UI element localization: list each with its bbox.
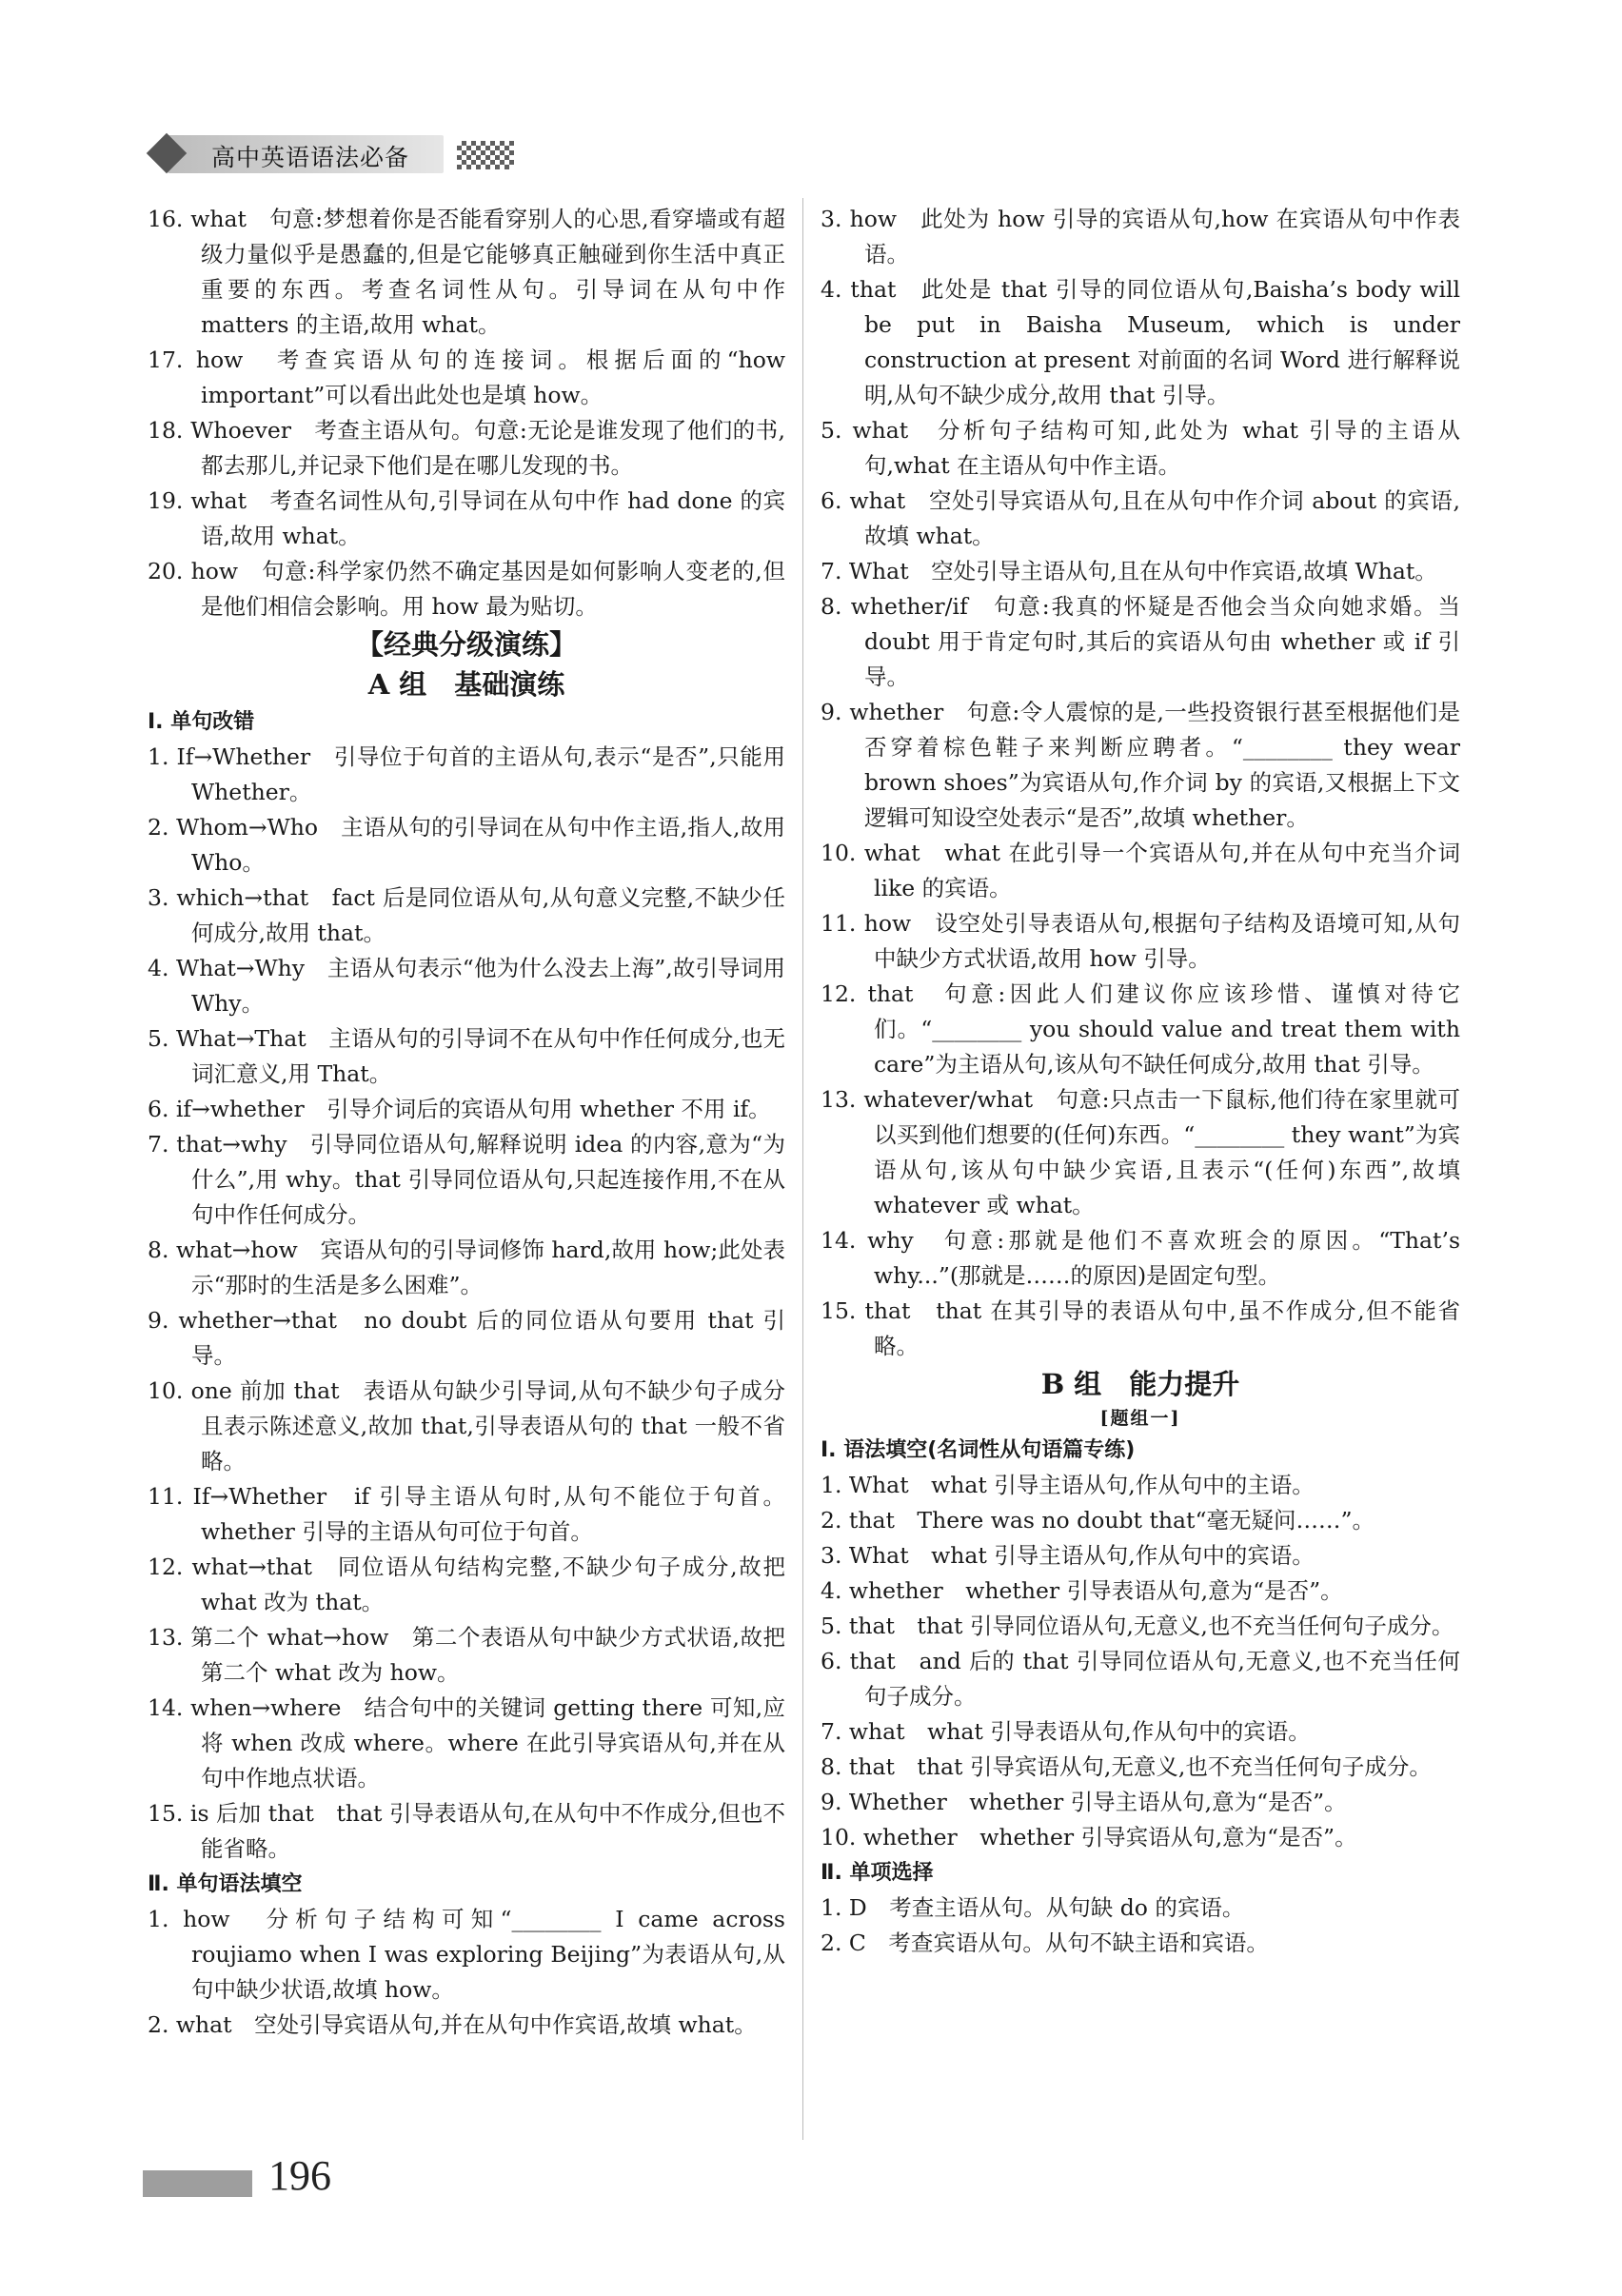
footer-bar	[143, 2170, 252, 2197]
page-number: 196	[268, 2152, 331, 2199]
answer-item: 3. which→that fact 后是同位语从句,从句意义完整,不缺少任何成分,故用 that。	[148, 884, 785, 946]
answer-item: 15. that that 在其引导的表语从句中,虽不作成分,但不能省略。	[821, 1297, 1460, 1359]
answer-item: 10. one 前加 that 表语从句缺少引导词,从句不缺少句子成分且表示陈述意义,故加 that,引导表语从句的 that 一般不省略。	[148, 1377, 785, 1475]
answer-item: 13. whatever/what 句意:只点击一下鼠标,他们待在家里就可以买到他们想要的(任何)东西。“________ they want”为宾语从句,该从句中缺少宾语,且表示“(任何)东西”,故填 whatever 或 what。	[821, 1086, 1460, 1218]
answer-item: 1. D 考查主语从句。从句缺 do 的宾语。	[821, 1894, 1245, 1921]
answer-item: 2. that There was no doubt that“毫无疑问……”。	[821, 1507, 1375, 1534]
answer-item: 6. what 空处引导宾语从句,且在从句中作介词 about 的宾语,故填 what。	[821, 487, 1460, 549]
answer-item: 8. whether/if 句意:我真的怀疑是否他会当众向她求婚。当 doubt 用于肯定句时,其后的宾语从句由 whether 或 if 引导。	[821, 593, 1460, 690]
column-divider	[802, 198, 803, 2140]
answer-item: 3. how 此处为 how 引导的宾语从句,how 在宾语从句中作表语。	[821, 206, 1460, 267]
right-column	[821, 202, 1460, 1961]
answer-item: 12. that 句意:因此人们建议你应该珍惜、谨慎对待它们。“________ you should value and treat them with care”为主语从句,该从句不缺任何成分,故用 that 引导。	[821, 980, 1460, 1078]
section-heading-grammar-fill: Ⅱ. 单句语法填空	[148, 1872, 303, 1896]
answer-item: 5. what 分析句子结构可知,此处为 what 引导的主语从句,what 在主语从句中作主语。	[821, 417, 1460, 479]
section-heading-error-correction: Ⅰ. 单句改错	[148, 710, 255, 734]
answer-item: 2. what 空处引导宾语从句,并在从句中作宾语,故填 what。	[148, 2011, 757, 2038]
section-heading-passage-fill: Ⅰ. 语法填空(名词性从句语篇专练)	[821, 1438, 1136, 1462]
answer-item: 11. If→Whether if 引导主语从句时,从句不能位于句首。whether 引导的主语从句可位于句首。	[148, 1483, 785, 1545]
answer-item: 20. how 句意:科学家仍然不确定基因是如何影响人变老的,但是他们相信会影响。用 how 最为贴切。	[148, 558, 785, 620]
checker-pattern-icon	[457, 141, 514, 169]
answer-item: 7. that→why 引导同位语从句,解释说明 idea 的内容,意为“为什么”,用 why。that 引导同位语从句,只起连接作用,不在从句中作任何成分。	[148, 1131, 785, 1228]
answer-item: 7. What 空处引导主语从句,且在从句中作宾语,故填 What。	[821, 558, 1437, 584]
answer-item: 1. What what 引导主语从句,作从句中的主语。	[821, 1472, 1315, 1498]
answer-item: 11. how 设空处引导表语从句,根据句子结构及语境可知,从句中缺少方式状语,故用 how 引导。	[821, 910, 1460, 972]
answer-item: 16. what 句意:梦想着你是否能看穿别人的心思,看穿墙或有超级力量似乎是愚蠢的,但是它能够真正触碰到你生活中真正重要的东西。考查名词性从句。引导词在从句中作 matters 的主语,故用 what。	[148, 206, 785, 338]
answer-item: 2. Whom→Who 主语从句的引导词在从句中作主语,指人,故用 Who。	[148, 814, 785, 876]
answer-item: 9. Whether whether 引导主语从句,意为“是否”。	[821, 1789, 1347, 1815]
answer-item: 4. that 此处是 that 引导的同位语从句,Baisha’s body will be put in Baisha Museum, which is under construction at present 对前面的名词 Word 进行解释说明,从句不缺少成分,故用 that 引导。	[821, 276, 1460, 408]
answer-item: 5. What→That 主语从句的引导词不在从句中作任何成分,也无词汇意义,用 That。	[148, 1025, 785, 1087]
group-b-heading: B 组 能力提升	[1040, 1368, 1240, 1400]
group-b-subheading: [题组一]	[1099, 1408, 1181, 1429]
answer-item: 2. C 考查宾语从句。从句不缺主语和宾语。	[821, 1930, 1269, 1956]
page-header	[143, 133, 524, 181]
left-column	[148, 202, 785, 2043]
answer-item: 6. that and 后的 that 引导同位语从句,无意义,也不充当任何句子成分。	[821, 1648, 1460, 1710]
answer-item: 9. whether→that no doubt 后的同位语从句要用 that 引导。	[148, 1307, 785, 1369]
answer-item: 3. What what 引导主语从句,作从句中的宾语。	[821, 1542, 1315, 1569]
answer-item: 8. that that 引导宾语从句,无意义,也不充当任何句子成分。	[821, 1753, 1432, 1780]
answer-item: 12. what→that 同位语从句结构完整,不缺少句子成分,故把 what 改为 that。	[148, 1554, 785, 1615]
answer-item: 9. whether 句意:令人震惊的是,一些投资银行甚至根据他们是否穿着棕色鞋子来判断应聘者。“________ they wear brown shoes”为宾语从句,作介词 by 的宾语,又根据上下文逻辑可知设空处表示“是否”,故填 whether。	[821, 699, 1460, 831]
answer-item: 6. if→whether 引导介词后的宾语从句用 whether 不用 if。	[148, 1096, 771, 1122]
answer-item: 8. what→how 宾语从句的引导词修饰 hard,故用 how;此处表示“那时的生活是多么困难”。	[148, 1237, 785, 1298]
classic-heading: 【经典分级演练】	[355, 628, 577, 661]
answer-item: 13. 第二个 what→how 第二个表语从句中缺少方式状语,故把第二个 what 改为 how。	[148, 1624, 785, 1686]
answer-item: 18. Whoever 考查主语从句。句意:无论是谁发现了他们的书,都去那儿,并记录下他们是在哪儿发现的书。	[148, 417, 785, 479]
answer-item: 17. how 考查宾语从句的连接词。根据后面的“how important”可以看出此处也是填 how。	[148, 346, 785, 408]
group-a-heading: A 组 基础演练	[367, 668, 565, 701]
answer-item: 1. how 分析句子结构可知“________ I came across roujiamo when I was exploring Beijing”为表语从句,从句中缺少状语,故填 how。	[148, 1906, 785, 2003]
book-title: 高中英语语法必备	[211, 144, 410, 171]
answer-item: 14. when→where 结合句中的关键词 getting there 可知,应将 when 改成 where。where 在此引导宾语从句,并在从句中作地点状语。	[148, 1694, 785, 1791]
answer-item: 5. that that 引导同位语从句,无意义,也不充当任何句子成分。	[821, 1613, 1454, 1639]
section-heading-multiple-choice: Ⅱ. 单项选择	[821, 1861, 934, 1885]
answer-item: 10. what what 在此引导一个宾语从句,并在从句中充当介词 like 的宾语。	[821, 840, 1460, 901]
answer-item: 1. If→Whether 引导位于句首的主语从句,表示“是否”,只能用 Whether。	[148, 743, 785, 805]
answer-item: 14. why 句意:那就是他们不喜欢班会的原因。“That’s why...”(那就是……的原因)是固定句型。	[821, 1227, 1460, 1289]
answer-item: 4. What→Why 主语从句表示“他为什么没去上海”,故引导词用 Why。	[148, 955, 785, 1017]
answer-item: 4. whether whether 引导表语从句,意为“是否”。	[821, 1577, 1343, 1604]
answer-item: 15. is 后加 that that 引导表语从句,在从句中不作成分,但也不能省略。	[148, 1800, 785, 1862]
answer-item: 7. what what 引导表语从句,作从句中的宾语。	[821, 1718, 1311, 1745]
answer-item: 10. whether whether 引导宾语从句,意为“是否”。	[821, 1824, 1357, 1851]
answer-item: 19. what 考查名词性从句,引导词在从句中作 had done 的宾语,故用 what。	[148, 487, 785, 549]
